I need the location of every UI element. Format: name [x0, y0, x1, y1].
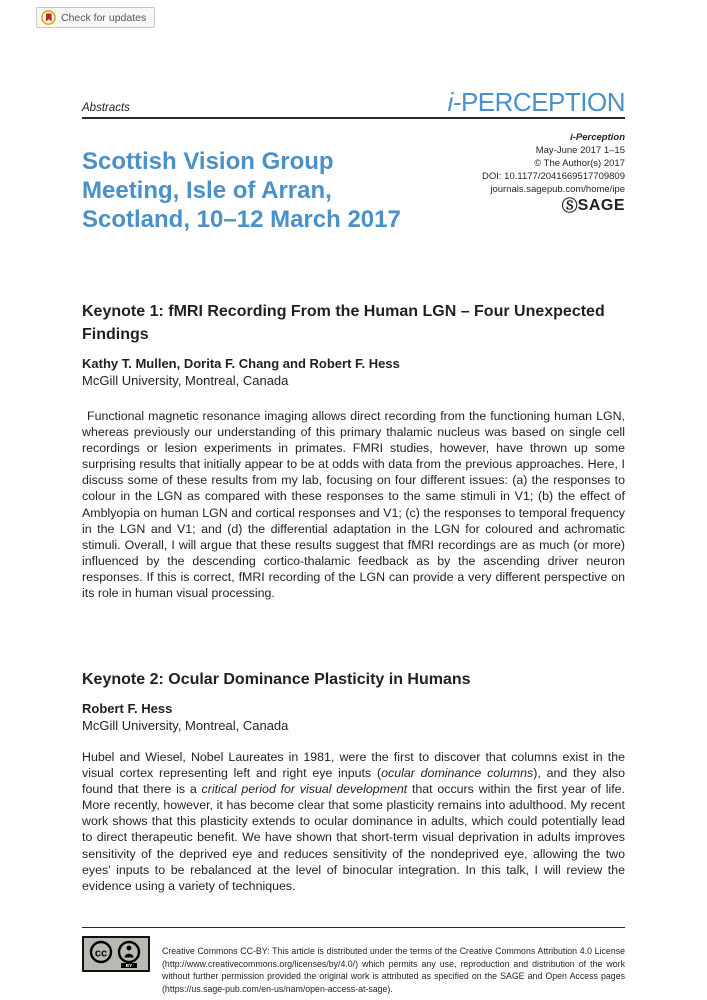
keynote1-affiliation: McGill University, Montreal, Canada: [82, 373, 289, 388]
check-for-updates-button[interactable]: [36, 7, 155, 28]
sage-logo-text: SAGE: [577, 197, 625, 214]
keynote2-section: [82, 668, 625, 894]
article-title-line2: Meeting, Isle of Arran,: [82, 177, 332, 205]
journal-logo-prefix: i-: [447, 87, 461, 117]
journal-meta: [405, 131, 625, 214]
meta-doi: DOI: 10.1177/2041669517709809: [482, 171, 625, 182]
journal-logo-name: PERCEPTION: [460, 87, 625, 117]
cc-by-badge: [82, 936, 150, 972]
meta-copyright: © The Author(s) 2017: [534, 158, 625, 169]
journal-home-url[interactable]: journals.sagepub.com/home/ipe: [490, 184, 625, 195]
cc-by-label: BY: [125, 963, 133, 968]
journal-logo: [448, 87, 625, 118]
keynote2-abstract: Hubel and Wiesel, Nobel Laureates in 1981, were the first to discover that columns exist in the visual cortex representing left and right eye inputs (ocular dominance columns), and they also found that there is a critical period for visual development that occurs within the first year of life. More recently, however, it has become clear that some plasticity remains into adulthood. My recent work shows that this plasticity extends to ocular dominance in adults, which could potentially lead to direct therapeutic benefit. We have shown that short-term visual deprivation in adults improves sensitivity of the deprived eye and reduces sensitivity of the nondeprived eye, allowing the two eyes' inputs to be rebalanced at the level of binocular integration. In this talk, I will review the evidence using a variety of techniques.: [82, 750, 625, 893]
footer-divider: [82, 927, 625, 928]
article-title-line1: Scottish Vision Group: [82, 148, 334, 176]
header-divider: [82, 117, 625, 119]
sage-mark-icon: Ⓢ: [561, 198, 578, 215]
keynote1-title: Keynote 1: fMRI Recording From the Human LGN – Four Unexpected Findings: [82, 303, 605, 343]
svg-text:cc: cc: [94, 947, 108, 960]
keynote1-abstract: Functional magnetic resonance imaging allows direct recording from the functioning human LGN, whereas previously our understanding of this primary thalamic nucleus was based on single cell recordings or lesion experiments in primates. FMRI studies, however, have thrown up some surprising results that initially appear to be at odds with data from the previous approaches. Here, I discuss some of these results from my lab, focusing on four different issues: (a) the responses to colour in the LGN as compared with these responses to the same stimuli in V1; (b) the effect of Amblyopia on human LGN and cortical responses and V1; (c) the responses to temporal frequency in the LGN and V1; and (d) the differential adaptation in the LGN for coloured and achromatic stimuli. Overall, I will argue that these results suggest that fMRI recordings are as much (or more) influenced by the descending cortico-thalamic feedback as by the ascending driver neuron responses. If this is correct, fMRI recording of the LGN can provide a very different perspective on its role in human visual processing.: [82, 409, 625, 601]
meta-journal-name: i-Perception: [570, 132, 625, 143]
keynote2-authors: Robert F. Hess: [82, 701, 173, 716]
keynote1-section: [82, 300, 625, 601]
keynote2-affiliation: McGill University, Montreal, Canada: [82, 718, 289, 733]
license-text: Creative Commons CC-BY: This article is distributed under the terms of the Creative Commons Attribution 4.0 License (http://www.creativecommons.org/licenses/by/4.0/) which permits any use, reproduction and distribution of the work without further permission provided the original work is attributed as specified on the SAGE and Open Access pages (https://us.sage-pub.com/en-us/nam/open-access-at-sage).: [162, 945, 625, 995]
check-for-updates-label: Check for updates: [61, 11, 147, 24]
meta-issue: May-June 2017 1–15: [535, 145, 625, 156]
license-footer: [82, 936, 625, 1000]
cc-by-icon: [87, 940, 145, 968]
crossmark-icon: [41, 10, 56, 25]
keynote1-authors: Kathy T. Mullen, Dorita F. Chang and Robert F. Hess: [82, 356, 400, 371]
sage-logo: [405, 199, 625, 214]
section-label: Abstracts: [82, 102, 130, 114]
keynote2-title: Keynote 2: Ocular Dominance Plasticity in Humans: [82, 671, 471, 688]
article-title-line3: Scotland, 10–12 March 2017: [82, 206, 401, 234]
header: [82, 88, 625, 116]
